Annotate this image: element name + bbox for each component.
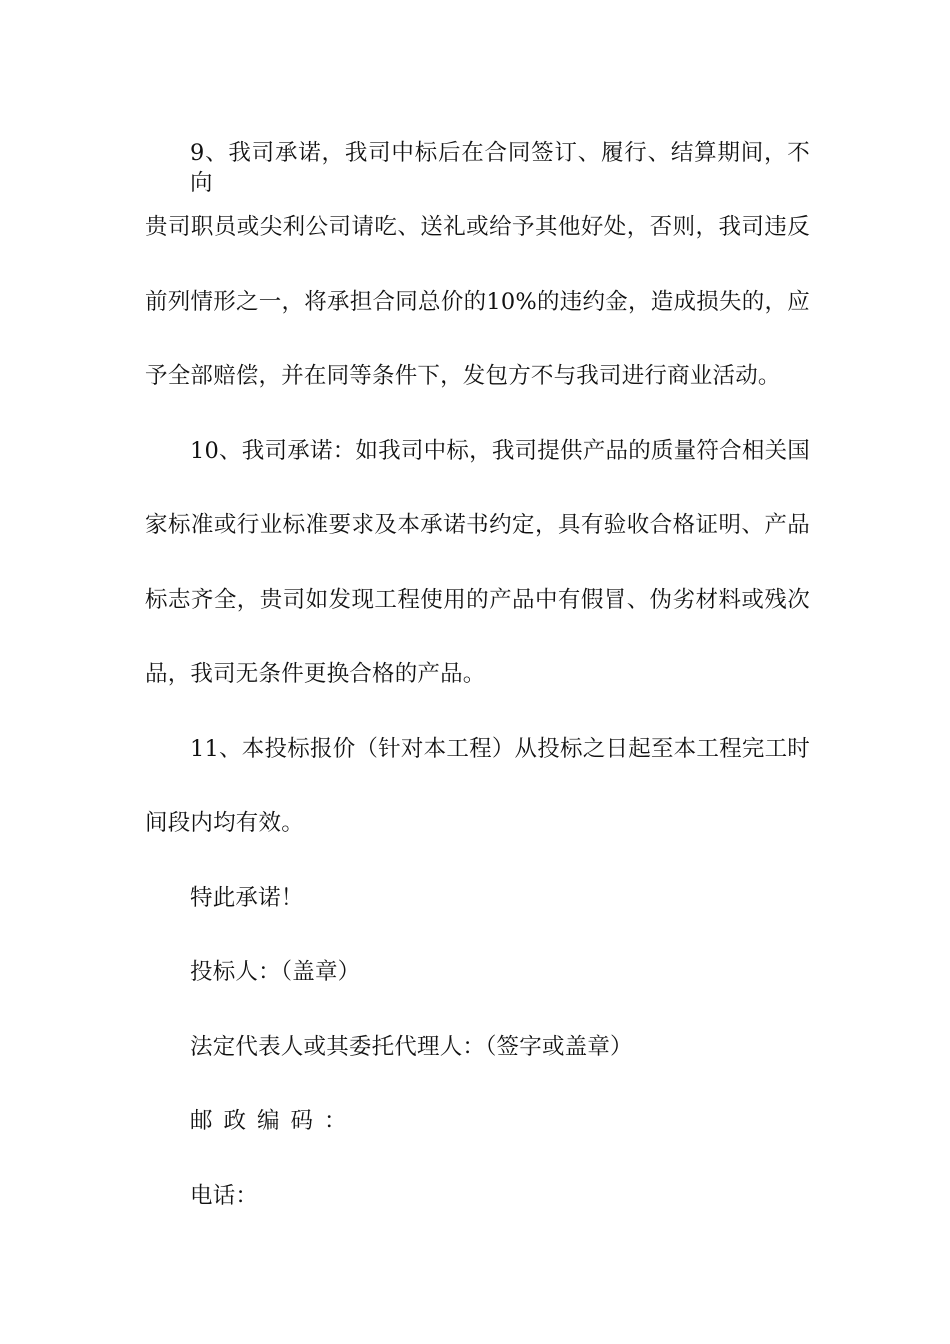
closing-statement: 特此承诺！: [190, 885, 304, 911]
paragraph-9-line-1: 9、我司承诺，我司中标后在合同签订、履行、结算期间，不向: [190, 140, 810, 196]
paragraph-10-line-4: 品，我司无条件更换合格的产品。: [145, 661, 486, 687]
bidder-seal-line: 投标人：（盖章）: [190, 959, 361, 985]
representative-signature-line: 法定代表人或其委托代理人：（签字或盖章）: [190, 1034, 633, 1060]
paragraph-10-line-1: 10、我司承诺：如我司中标，我司提供产品的质量符合相关国: [190, 438, 810, 464]
phone-line: 电话：: [190, 1183, 259, 1209]
paragraph-10-line-2: 家标准或行业标准要求及本承诺书约定，具有验收合格证明、产品: [145, 512, 810, 538]
paragraph-11-line-2: 间段内均有效。: [145, 810, 304, 836]
paragraph-11-line-1: 11、本投标报价（针对本工程）从投标之日起至本工程完工时: [190, 736, 810, 762]
paragraph-9-line-2: 贵司职员或尖利公司请吃、送礼或给予其他好处，否则，我司违反: [145, 214, 810, 240]
paragraph-9-line-3: 前列情形之一，将承担合同总价的10%的违约金，造成损失的，应: [145, 289, 810, 315]
postal-code-line: 邮政编码：: [190, 1108, 358, 1134]
paragraph-9-line-4: 予全部赔偿，并在同等条件下，发包方不与我司进行商业活动。: [145, 363, 781, 389]
paragraph-10-line-3: 标志齐全，贵司如发现工程使用的产品中有假冒、伪劣材料或残次: [145, 587, 810, 613]
